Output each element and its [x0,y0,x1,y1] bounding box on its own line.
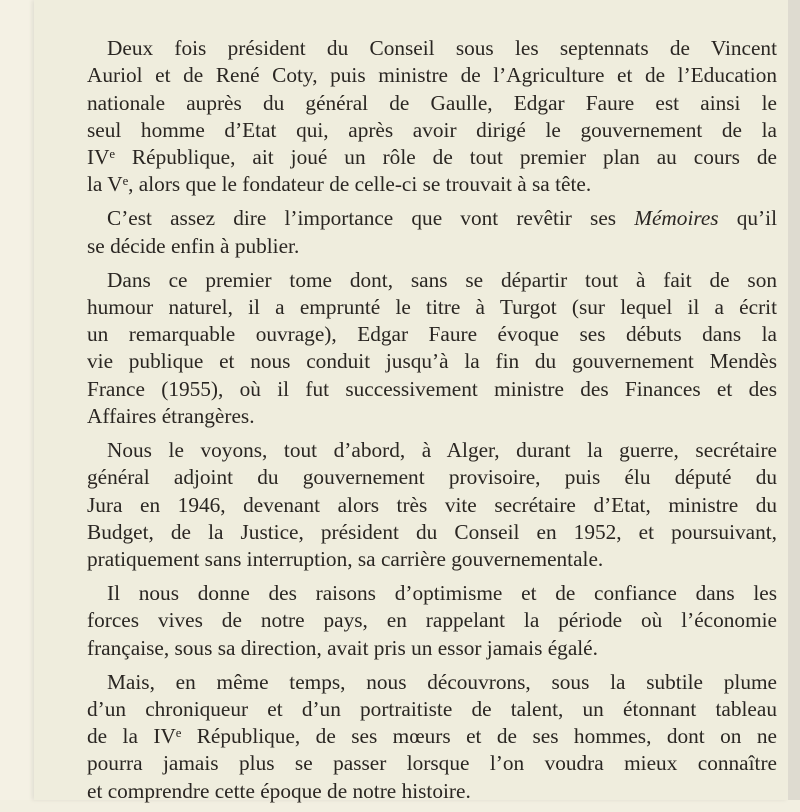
text-line: nationale auprès du général de Gaulle, Edgar Faure est ainsi le [87,90,777,115]
text-line: de la IVᵉ République, de ses mœurs et de ses hommes, dont on ne [87,724,777,749]
paragraph-3 [87,267,777,431]
text-line: général adjoint du gouvernement provisoire, puis élu député du [87,465,777,490]
text-line: Deux fois président du Conseil sous les septennats de Vincent [107,36,777,60]
text-line: forces vives de notre pays, en rappelant la période où l’économie [87,608,777,633]
text-line: se décide enfin à publier. [87,233,300,258]
text-line: Mais, en même temps, nous découvrons, sous la subtile plume [107,669,777,694]
page-right-edge [788,0,800,800]
text-line: Budget, de la Justice, président du Conseil en 1952, et poursuivant, [87,519,777,544]
text-line: Nous le voyons, tout d’abord, à Alger, durant la guerre, secrétaire [107,437,777,462]
text-line: un remarquable ouvrage), Edgar Faure évoque ses débuts dans la [87,322,777,347]
text-line: d’un chroniqueur et d’un portraitiste de talent, un étonnant tableau [87,696,777,721]
text-line: et comprendre cette époque de notre histoire. [87,778,471,803]
text-run: C’est assez dire l’importance que vont revêtir ses [107,206,635,231]
text-line: Auriol et de René Coty, puis ministre de l’Agriculture et de l’Education [87,63,777,88]
paragraph-1 [87,35,777,199]
text-line: la Vᵉ, alors que le fondateur de celle-ci se trouvait à sa tête. [87,172,592,197]
text-line: France (1955), où il fut successivement ministre des Finances et des [87,376,777,401]
text-line: Jura en 1946, devenant alors très vite secrétaire d’Etat, ministre du [87,492,777,517]
text-run: qu’il [718,206,777,231]
book-title-emphasis: Mémoires [634,206,719,231]
page-left-margin [0,0,34,800]
text-line: Il nous donne des raisons d’optimisme et de confiance dans les [107,581,777,606]
paragraph-2 [87,205,777,260]
text-line: Dans ce premier tome dont, sans se départir tout à fait de son [107,267,777,292]
paragraph-5 [87,580,777,662]
paragraph-6 [87,669,777,805]
text-line: seul homme d’Etat qui, après avoir dirigé le gouvernement de la [87,117,777,142]
text-line: vie publique et nous conduit jusqu’à la fin du gouvernement Mendès [87,349,777,374]
text-line [87,205,777,232]
text-line: IVᵉ République, ait joué un rôle de tout premier plan au cours de [87,145,777,170]
text-line: humour naturel, il a emprunté le titre à Turgot (sur lequel il a écrit [87,294,777,319]
paragraph-4 [87,437,777,573]
body-text [87,35,777,812]
text-line: pourra jamais plus se passer lorsque l’on voudra mieux connaître [87,751,777,776]
text-line: Affaires étrangères. [87,404,255,429]
text-line: française, sous sa direction, avait pris un essor jamais égalé. [87,635,598,660]
text-line: pratiquement sans interruption, sa carrière gouvernementale. [87,547,604,572]
